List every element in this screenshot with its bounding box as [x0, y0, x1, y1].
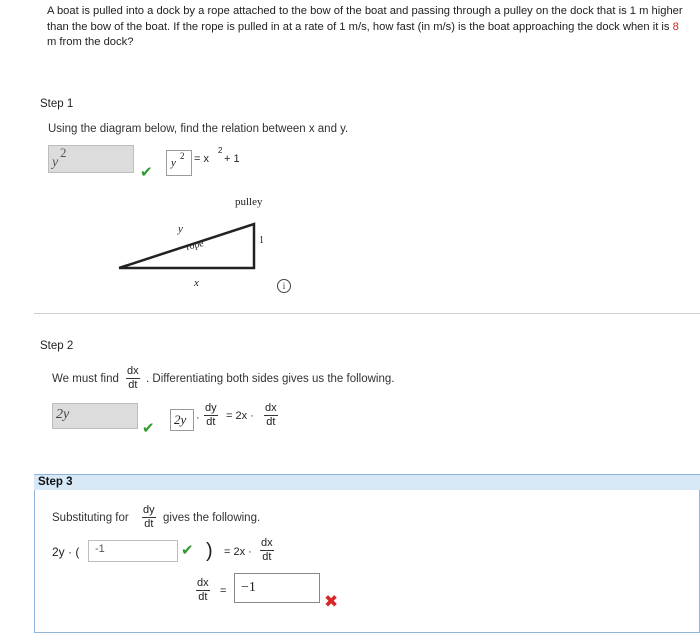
step2-dot: ·: [196, 412, 200, 424]
step3-rhs-dx-num: dx: [261, 537, 273, 549]
step2-dx-num: dx: [127, 365, 139, 377]
step2-answer-value: 2y: [174, 412, 187, 427]
step3-result-num: dx: [197, 577, 209, 589]
step2-rhs-dx-den: dt: [264, 415, 278, 429]
checkmark-icon: ✔: [142, 420, 155, 437]
diagram-pulley-label: pulley: [235, 196, 263, 208]
step3-result-eq: =: [220, 585, 227, 597]
step3-eq-mid: = 2x ·: [224, 546, 252, 558]
cross-icon: ✖: [324, 592, 339, 611]
step3-dydt-fraction: [142, 504, 156, 531]
question-text: [47, 4, 687, 51]
checkmark-icon: ✔: [140, 164, 153, 181]
step3-dxdt-rhs-fraction: [260, 537, 274, 564]
step2-differentiating: . Differentiating both sides gives us the following.: [146, 373, 395, 385]
step2-rhs-dx-num: dx: [265, 402, 277, 414]
step1-rhs-exp: 2: [218, 146, 223, 155]
step2-input[interactable]: [52, 403, 138, 429]
step2-dy-den: dt: [204, 415, 218, 429]
step3-result-box[interactable]: [234, 573, 320, 603]
divider: [34, 313, 700, 314]
step3-input[interactable]: [88, 540, 178, 562]
step1-title: Step 1: [40, 98, 74, 110]
step3-result-fraction: [196, 577, 210, 604]
step3-close-paren: ): [206, 540, 213, 562]
step2-title: Step 2: [40, 340, 74, 352]
step3-result-den: dt: [196, 590, 210, 604]
diagram-x-label: x: [194, 277, 199, 289]
step1-input-exp: 2: [60, 145, 67, 160]
diagram-rope-label: rope: [184, 238, 205, 253]
step2-answer-box: [170, 409, 194, 431]
step2-dx-den: dt: [126, 378, 140, 392]
step1-instruction: Using the diagram below, find the relation between x and y.: [48, 123, 349, 135]
question-highlight-value: 8: [672, 20, 679, 33]
step3-gives: gives the following.: [163, 512, 261, 524]
diagram-one-label: 1: [259, 235, 264, 246]
step1-input-var: y: [52, 155, 59, 170]
triangle-diagram: [110, 190, 300, 300]
step2-dy-num: dy: [205, 402, 217, 414]
diagram-y-label: y: [178, 223, 183, 235]
step3-dy-num: dy: [143, 504, 155, 516]
question-body: A boat is pulled into a dock by a rope attached to the bow of the boat and passing through a pulley on the dock that is 1 m higher than the bow of the boat. If the rope is pulled in at a rate of 1 m/s, how fast (in m/s) is the boat approaching the dock when it is: [47, 5, 683, 33]
step1-answer-box: [166, 150, 192, 176]
step3-title: Step 3: [38, 476, 73, 488]
step3-lhs: 2y · (: [52, 545, 80, 559]
step2-dxdt-rhs-fraction: [264, 402, 278, 429]
step2-eq-mid: = 2x ·: [226, 410, 254, 422]
step3-substituting: Substituting for: [52, 512, 129, 524]
step1-answer-exp: 2: [180, 151, 185, 161]
step2-input-value: 2y: [56, 407, 70, 422]
step3-input-value: -1: [95, 543, 105, 555]
step1-answer-var: y: [171, 157, 176, 169]
info-icon[interactable]: [277, 279, 291, 293]
question-tail: m from the dock?: [47, 36, 134, 48]
step3-dy-den: dt: [142, 517, 156, 531]
step2-dxdt-fraction: [126, 365, 140, 392]
step2-dydt-fraction: [204, 402, 218, 429]
info-icon-glyph: i: [282, 281, 286, 291]
step3-result-value: −1: [241, 580, 256, 595]
step3-rhs-dx-den: dt: [260, 550, 274, 564]
step3-header-bar: [34, 474, 700, 491]
step1-rhs: = x: [194, 153, 209, 165]
step1-rhs-tail: + 1: [224, 153, 240, 165]
step1-input[interactable]: [48, 145, 134, 173]
step2-we-must-find: We must find: [52, 373, 119, 385]
checkmark-icon: ✔: [181, 542, 194, 559]
